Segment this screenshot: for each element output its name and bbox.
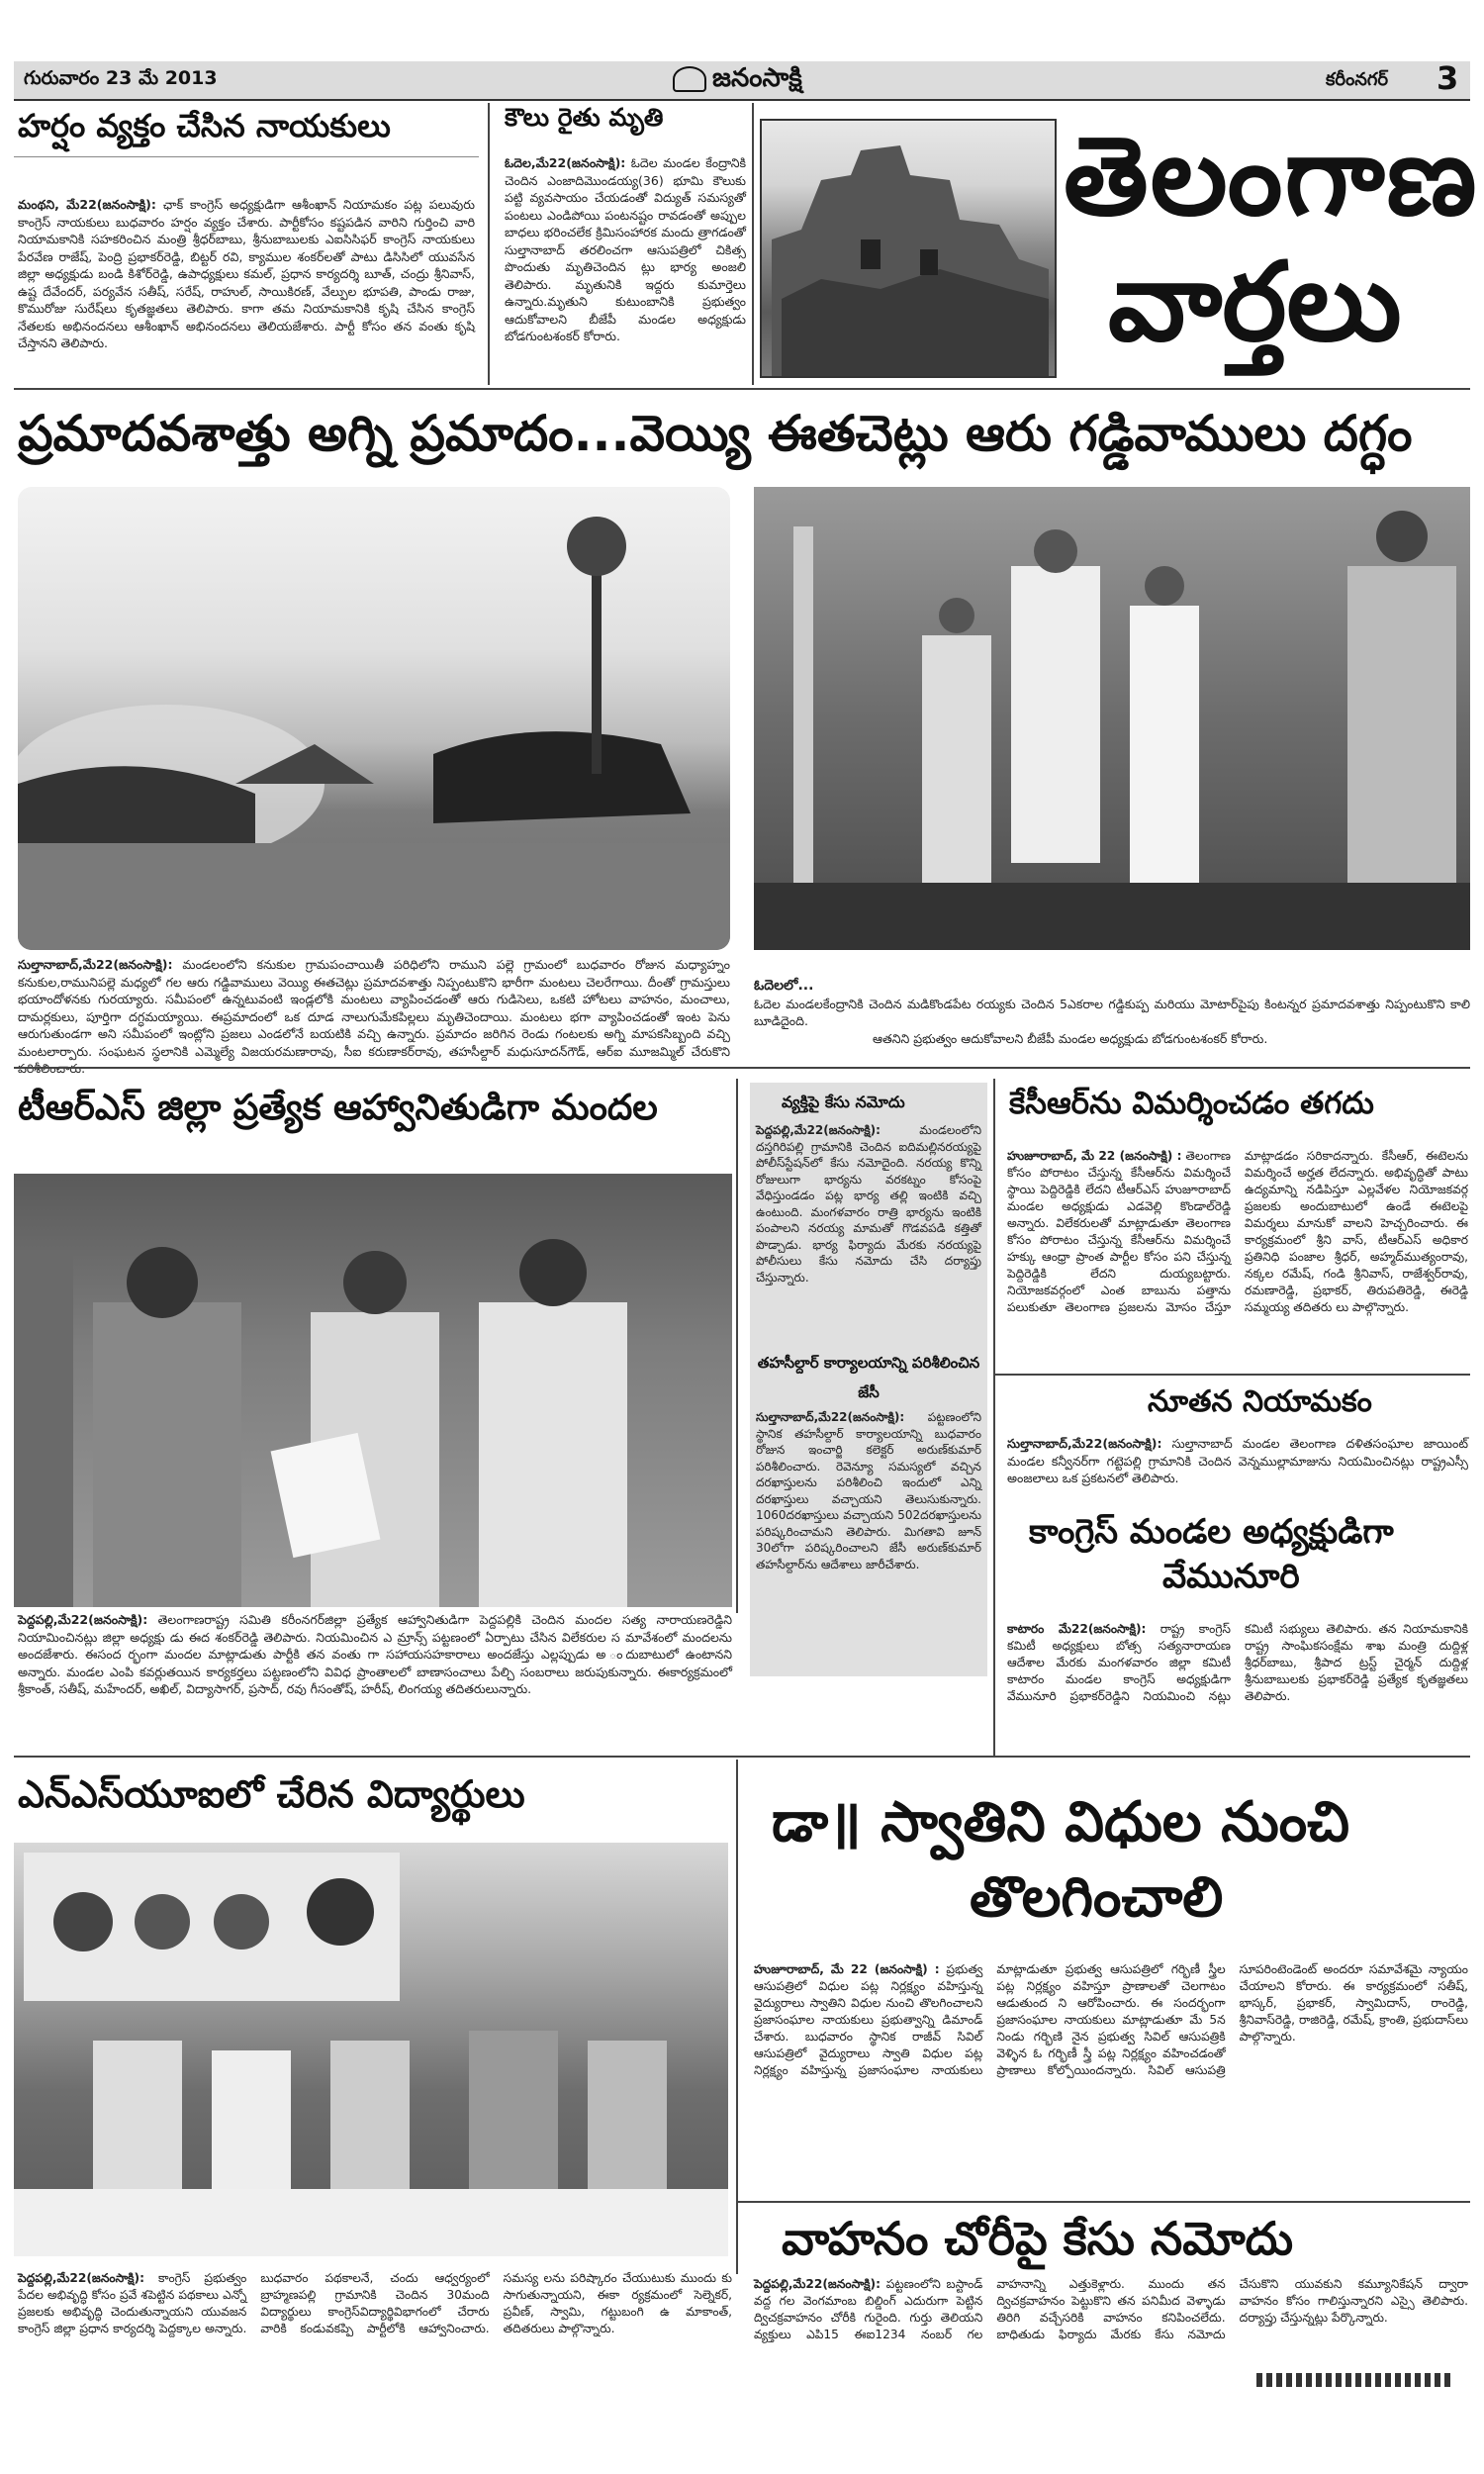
appointment-dateline: సుల్తానాబాద్,మే22(జనంసాక్షి): xyxy=(1007,1436,1162,1451)
section-divider xyxy=(14,388,1470,390)
case1-body: పెద్దపల్లి,మే22(జనంసాక్షి): మండలంలోని దస్తగిరిపల్లి గ్రామానికి చెందిన ఐదిమల్లినరయ్యపై పోలీస్‌స్టేషన్‌లో కేసు నమోదైంది. నరయ్య కొన్ని రోజులుగా భార్యను వరకట్నం కోసంపై వేధిస్తుండడం పట్ల భార్య తల్లి ఇంటికి వచ్చి ఉంటుంది. మంగళవారం రాత్రి భార్యను ఇంటికి పంపాలని నరయ్య మామతో గొడవపడి కత్తితో పొడ్చాడు. భార్య ఫిర్యాదు మేరకు నరయ్యపై పోలీసులు కేసు నమోదు చేసి దర్యాప్తు చేస్తున్నారు. xyxy=(756,1123,981,1285)
kcr-body: హుజూరాబాద్, మే 22 (జనంసాక్షి) : తెలంగాణ కోసం పోరాటం చేస్తున్న కేసీఆర్‌ను విమర్శించే స్థాయి పెద్దిరెడ్డికి లేదని టీఆర్ఎస్ హుజూరాబాద్ మండల అధ్యక్షుడు ఎడవెల్లి కొండాల్‌రెడ్డి అన్నారు. విలేకరులతో మాట్లాడుతూ తెలంగాణ కోసం పోరాటం చేస్తున్న కేసీఆర్‌ను విమర్శించే హక్కు ఆంధ్రా ప్రాంత పార్టీల కోసం పని చేస్తున్న పెద్దిరెడ్డికి లేదని దుయ్యబట్టారు. నియోజకవర్గంలో ఎంత బాబును పత్తాను పలుకుతూ తెలంగాణ ప్రజలను మోసం చేస్తూ మాట్లాడడం సరికాదన్నారు. కేసీఆర్, ఈటెలను విమర్శించే అర్హత లేదన్నారు. అభివృద్ధితో పాటు ఉద్యమాన్ని నడిపిస్తూ ఎల్లవేళల నియోజకవర్గ ప్రజలకు అందుబాటులో ఉండే ఈటెలపై విమర్శలు మానుకో వాలని హెచ్చరించారు. ఈ కార్యక్రమంలో శ్రీని వాస్, టీఆర్ఎస్ అధికార ప్రతినిధి పంజాల శ్రీధర్, అహ్మద్‌ముత్యంరావు, నక్కల రమేష్, గండి శ్రీనివాస్, రాజేశ్వర్‌రావు, రమణారెడ్డి, ప్రభాకర్, తిరుపతిరెడ్డి, ఈరెడ్డి సమ్మయ్య తదితరు లు పాల్గొన్నారు. xyxy=(1007,1149,1468,1314)
students-joining-photo xyxy=(14,1843,728,2256)
kcr-headline: కేసీఆర్‌ను విమర్శించడం తగదు xyxy=(1009,1086,1374,1121)
nsui-body: పెద్దపల్లి,మే22(జనంసాక్షి): కాంగ్రెస్ ప్రభుత్వం పేదల అభివృద్ధి కోసం ప్రవే శపెట్టిన పథకాలు ఎన్నో ప్రజలకు అభివృద్ధి చెందుతున్నాయని యువజన కాంగ్రెస్ జిల్లా ప్రధాన కార్యదర్శి పెద్దక్కాల అన్నారు. బుధవారం పథకాలనే, చందు ఆధ్వర్యంలో బ్రాహ్మణపల్లి గ్రామానికి చెందిన 30మంది విద్యార్థులు కాంగ్రెస్‌విద్యార్థివిభాగంలో చేరారు వారికి కండువకప్పి పార్టీలోకి ఆహ్వానించారు. సమస్య లను పరిష్కారం చేయుటుకు ముందు కు సాగుతున్నాయని, ఈకా ర్యక్రమంలో సెల్నెకర్, ప్రవీణ్, స్వామి, గట్టుబంగి ఉ మాకాంత్, తదితరులు పాల్గొన్నారు. xyxy=(18,2271,732,2335)
jc-dateline: సుల్తానాబాద్,మే22(జనంసాక్షి): xyxy=(756,1410,905,1424)
trs-headline: టీఆర్ఎస్ జిల్లా ప్రత్యేక ఆహ్వానితుడిగా మందల xyxy=(18,1088,658,1128)
section-divider xyxy=(14,1756,1470,1758)
fort-illustration xyxy=(762,121,1057,378)
book-icon xyxy=(673,66,706,92)
fire-photo xyxy=(18,487,730,950)
story-2-body: ఓదెల,మే22(జనంసాక్షి): ఓదెల మండల కేంద్రానికి చెందిన ఎంజాదిమొండయ్య(36) భూమి కౌలుకు పట్టి వ్యవసాయం చేయడంతో విద్యుత్ సమస్యతో పంటలు ఎండిపోయి పంటనష్టం రావడంతో అప్పుల బాధలు భరించలేక క్రిమిసంహారక మందు త్రాగడంతో సుల్తానాబాద్ తరలించగా ఆసుపత్రిలో చికిత్స పొందుతు మృతిచెందిన ట్లు భార్య అంజలి తెలిపారు. మృతునికి ఇద్దరు కుమార్తెలు ఉన్నారు.మృతుని కుటుంబానికి ప్రభుత్వం ఆదుకోవాలని బీజేపీ మండల అధ్యక్షుడు బోడగుంటశంకర్ కోరారు. xyxy=(505,155,746,343)
nsui-headline: ఎన్ఎస్‌యూఐలో చేరిన విద్యార్థులు xyxy=(18,1772,525,1816)
appointment-body: సుల్తానాబాద్,మే22(జనంసాక్షి): సుల్తానాబాద్ మండల తెలంగాణ దళితసంఘాల జాయింట్ మండల కన్వీనర్‌గా గట్టెపల్లి గ్రామానికి చెందిన వెన్నముల్లామాజును నియమించినట్లు రాష్ట్రఎస్సీ అంజలాలు ఒక ప్రకటనలో తెలిపారు. xyxy=(1007,1436,1468,1485)
story-2-headline: కౌలు రైతు మృతి xyxy=(505,103,664,132)
appointment-headline: నూతన నియామకం xyxy=(1148,1384,1372,1419)
photo-caption: ఓదెల మండలకేంద్రానికి చెందిన మడికొండపేట రయ్యకు చెందిన 5ఎకరాల గడ్డికుప్ప మరియు మోటార్‌పైపు కింటన్నర ప్రమాదవశాత్తు నిప్పంటుకొని కాలి బూడిదైంది. xyxy=(754,996,1470,1028)
logo-text: జనంసాక్షి xyxy=(712,63,802,93)
students-illustration xyxy=(14,1843,728,2256)
story-2-dateline: ఓదెల,మే22(జనంసాక్షి): xyxy=(505,155,626,170)
column-divider xyxy=(752,103,754,385)
story-1-body: మంథని, మే22(జనంసాక్షి): ఛాక్ కాంగ్రెస్ అధ్యక్షుడిగా ఆశీంఖాన్ నియామకం పట్ల పలువురు కాంగ్రెస్ నాయకులు బుధవారం హర్షం వ్యక్తం చేశారు. పార్టీకోసం కష్టపడిన వారిని గుర్తించి వారి నియామకానికి సహకరించిన మంత్రి శ్రీధర్‌బాబు, శ్రీనుబాబులకు ఎఐసిసిఫర్ కాంగ్రెస్ నాయకులు పేరవేణ రాజేష్, పెంద్రి ప్రభాకర్‌రెడ్డి, బిట్టర్ రవి, క్యాముల శంకర్‌లతో పాటు డిసిసిలో యువసేన జిల్లా అధ్యక్షుడు బండి కిశోర్‌రెడ్డి, ఉపాధ్యక్షులు కమల్, ప్రధాన కార్యదర్శి బూత్, చంద్రు శ్రీనివాస్, ఉష్ట దేవేందర్, పర్యవేన సతీష్, సరేష్, రాహుల్, సాయికిరణ్, వేల్పుల భూపతి, పాండు రాజు, కొమురోజు సురేష్‌లు కృతజ్ఞతలు తెలిపారు. కాగా తమ నియామకానికి కృషి చేసిన కాంగ్రెస్ నేతలకు అభినందనలు ఆశీంఖాన్ అభినందనలు తెలియజేశారు. పార్టీ కోసం తన వంతు కృషి చేస్తానని తెలిపారు. xyxy=(18,197,475,350)
fire-illustration xyxy=(18,487,730,950)
column-divider xyxy=(488,103,490,385)
story-1-headline: హర్షం వ్యక్తం చేసిన నాయకులు xyxy=(18,107,391,144)
doctor-headline-line1: డా॥ స్వాతిని విధుల నుంచి xyxy=(772,1790,1350,1855)
divider xyxy=(14,156,479,157)
edition-place: కరీంనగర్ xyxy=(1326,69,1388,90)
congress-headline-line2: వేమునూరి xyxy=(1162,1557,1300,1596)
case1-dateline: పెద్దపల్లి,మే22(జనంసాక్షి): xyxy=(756,1123,881,1137)
main-headline: ప్రమాదవశాత్తు అగ్ని ప్రమాదం...వెయ్యి ఈతచెట్లు ఆరు గడ్డివాములు దగ్ధం xyxy=(18,405,1413,462)
congress-dateline: కాటారం మే22(జనంసాక్షి): xyxy=(1007,1622,1147,1636)
trs-dateline: పెద్దపల్లి,మే22(జనంసాక్షి): xyxy=(18,1612,148,1627)
issue-date: గురువారం 23 మే 2013 xyxy=(24,67,218,89)
section-title-line2: వార్తలు xyxy=(1108,238,1402,365)
section-divider xyxy=(14,1067,1470,1069)
divider xyxy=(736,2201,1470,2203)
divider xyxy=(993,1374,1470,1376)
column-divider xyxy=(736,1760,738,2274)
leaders-at-fire-site-photo xyxy=(754,487,1470,950)
vehicle-body: పెద్దపల్లి,మే22(జనంసాక్షి): పట్టణంలోని బస్టాండ్ వద్ద గల వెంగమాంబ బిల్డింగ్‌ ఎదురుగా పెట్టిన ద్విచక్రవాహనం చోరీకి గురైంది. గుర్తు తెలియని వ్యక్తులు ఎపి15 ఈఐ1234 నంబర్ గల వాహనాన్ని ఎత్తుకెళ్లారు. ముందు తన ద్విచక్రవాహనం పెట్టుకొని తన పనిమీద వెళ్ళాడు తిరిగి వచ్చేసరికి వాహనం కనిపించలేదు. బాధితుడు ఫిర్యాదు మేరకు కేసు నమోదు చేసుకొని యువకుని కమ్యూనికేషన్ ద్వారా వాహనం కోసం గాలిస్తున్నారని ఎస్సై తెలిపారు. దర్యాప్తు చేస్తున్నట్లు పేర్కొన్నారు. xyxy=(754,2277,1468,2341)
kcr-dateline: హుజూరాబాద్, మే 22 (జనంసాక్షి) : xyxy=(1007,1149,1182,1163)
trs-felicitation-photo xyxy=(14,1174,732,1607)
doctor-dateline: హుజూరాబాద్, మే 22 (జనంసాక్షి) : xyxy=(754,1962,940,1976)
people-illustration xyxy=(754,487,1470,950)
group-illustration xyxy=(14,1174,732,1607)
column-divider xyxy=(993,1079,995,1756)
photo-caption-2: ఆతనిని ప్రభుత్వం ఆదుకోవాలని బీజేపీ మండల అధ్యక్షుడు బోడగుంటశంకర్ కోరారు. xyxy=(873,1030,1268,1046)
end-mark xyxy=(1256,2373,1454,2387)
main-story-body: సుల్తానాబాద్,మే22(జనంసాక్షి): మండలంలోని కనుకుల గ్రామపంచాయితీ పరిధిలోని రాముని పల్లె గ్రామంలో బుధవారం రోజున మధ్యాహ్నం కనుకుల,రామునిపల్లె మధ్యలో గల ఆరు గడ్డివాములు వెయ్యి ఈతచెట్లు ప్రమాదవశాత్తు నిప్పంటుకొని భారీగా మంటలు చెలరేగాయి. దీంతో గ్రామస్తులు భయాందోళనకు గురయ్యారు. సమీపంలో ఉన్నటువంటి ఇండ్లలోకి మంటలు వ్యాపించడంతో ఆరు గుడిసెలు, ఒకటి హోటలు వాహనం, మంచాలు, దామర్లకులు, పూర్తిగా దగ్ధమయ్యాయి. ఈప్రమాదంలో ఒక దూడ నాలుగుమేకపిల్లలు మృతిచెందాయి. మంటలు భగా వ్యాపించడంతో ఇంట పెను ఆరుగుతుండగా అని సమీపంలో ఇంట్లోని ప్రజలు ఎండలోనే బయటికి వచ్చి ఉన్నారు. ప్రమాదం జరిగిన రెండు గంటలకు అగ్ని మాపకసిబ్బంది వచ్చి మంటలార్పారు. సంఘటన స్థలానికి ఎమ్మెల్యే విజయరమణారావు, సీఐ కరుణాకర్‌రావు, తహసీల్దార్ మధుసూదన్‌గౌడ్, ఆర్‌ఐ మూజమ్మిల్ చేరుకొని xyxy=(18,957,730,1059)
vehicle-dateline: పెద్దపల్లి,మే22(జనంసాక్షి): xyxy=(754,2277,881,2291)
masthead-logo xyxy=(673,63,802,99)
congress-headline-line1: కాంగ్రెస్ మండల అధ్యక్షుడిగా xyxy=(1029,1512,1394,1552)
jc-headline: తహసీల్దార్ కార్యాలయాన్ని పరిశీలించిన జేసీ xyxy=(757,1354,980,1401)
photo-caption-block xyxy=(754,978,1470,1047)
caption-title: ఓదెలలో... xyxy=(754,978,814,994)
nsui-dateline: పెద్దపల్లి,మే22(జనంసాక్షి): xyxy=(18,2271,144,2285)
main-dateline: సుల్తానాబాద్,మే22(జనంసాక్షి): xyxy=(18,957,173,972)
doctor-body: హుజూరాబాద్, మే 22 (జనంసాక్షి) : ప్రభుత్వ ఆసుపత్రిలో విధుల పట్ల నిర్లక్ష్యం వహిస్తున్న వైద్యురాలు స్వాతిని విధుల నుంచి తొలగించాలని ప్రజాసంఘాల నాయకులు ప్రభుత్వాన్ని డిమాండ్ చేశారు. బుధవారం స్థానిక రాజీవ్ సివిల్ ఆసుపత్రిలో వైద్యురాలు స్వాతి విధుల పట్ల నిర్లక్ష్యం వహిస్తున్న ప్రజాసంఘాల నాయకులు మాట్లాడుతూ ప్రభుత్వ ఆసుపత్రిలో గర్భిణీ స్త్రీల పట్ల నిర్లక్ష్యం వహిస్తూ ప్రాణాలతో చెలగాటం ఆడుతుంద ని ఆరోపించారు. ఈ సందర్భంగా ప్రజాసంఘాల నాయకులు మాట్లాడుతూ మే 5న నిండు గర్భిణి నైన ప్రభుత్వ సివిల్ ఆసుపత్రికి వెళ్ళిన ఓ గర్భిణీ స్త్రీ పట్ల నిర్లక్ష్యం వహించడంతో ప్రాణాలు కోల్పోయిందన్నారు. సివిల్ ఆసుపత్రి సూపరింటెండెంట్ అందరూ సమావేశమై న్యాయం చేయాలని కోరారు. ఈ కార్యక్రమంలో సతీష్, భాస్కర్, ప్రభాకర్, స్వామిదాస్, రాంరెడ్డి, శ్రీనివాస్‌రెడ్డి, రాజిరెడ్డి, రమేష్, క్రాంతి, ప్రభుదాస్‌లు పాల్గొన్నారు. xyxy=(754,1962,1468,2077)
congress-body: కాటారం మే22(జనంసాక్షి): రాష్ట్ర కాంగ్రెస్ కమిటీ అధ్యక్షులు బోత్స సత్యనారాయణ ఆదేశాల మేరకు మంగళవారం జిల్లా కమిటీ కాటారం మండల కాంగ్రెస్ అధ్యక్షుడిగా వేమునూరి ప్రభాకర్‌రెడ్డిని నియమించి నట్లు కమిటీ సభ్యులు తెలిపారు. తన నియామకానికి రాష్ట్ర సాంఘికసంక్షేమ శాఖ మంత్రి దుద్దిళ్ల శ్రీధర్‌బాబు, శ్రీపాద ట్రస్ట్ చైర్మన్ దుద్దిళ్ల శ్రీనుబాబులకు ప్రభాకర్‌రెడ్డి ప్రత్యేక కృతజ్ఞతలు తెలిపారు. xyxy=(1007,1622,1468,1703)
vehicle-headline: వాహనం చోరీపై కేసు నమోదు xyxy=(782,2212,1294,2265)
jc-body: సుల్తానాబాద్,మే22(జనంసాక్షి): పట్టణంలోని స్థానిక తహసీల్దార్ కార్యాలయాన్ని బుధవారం రోజున ఇంచార్జి కలెక్టర్ అరుణ్‌కుమార్ పరిశీలించారు. రెవెన్యూ సమస్యలో వచ్చిన దరఖాస్తులను పరిశీలించి ఇందులో ఎన్ని దరఖాస్తులు వచ్చాయని తెలుసుకున్నారు. 1060దరఖాస్తులు వచ్చాయని 502దరఖాస్తులను పరిష్కరించామని తెలిపారు. మిగతావి జూన్ 30లోగా పరిష్కరించాలని జేసీ అరుణ్‌కుమార్ తహసీల్దార్‌ను ఆదేశాలు జారీచేశారు. xyxy=(756,1410,981,1571)
trs-body: పెద్దపల్లి,మే22(జనంసాక్షి): తెలంగాణరాష్ట్ర సమితి కరీంనగర్‌జిల్లా ప్రత్యేక ఆహ్వానితుడిగా పెద్దపల్లికి చెందిన మందల సత్య నారాయణరెడ్డిని నియామించినట్లు జిల్లా అధ్యక్షు డు ఈద శంకర్‌రెడ్డి తెలిపారు. నియమించిన ఎ మ్రాన్స్ పట్టణంలో ఏర్పాటు చేసిన విలేకరుల స మావేశంలో మందలను అందజేశారు. ఈసంద ర్భంగా మందల మాట్లాడుతు పార్టీకి తన వంతు గా సహాయసహకారాలు అందజేస్తు ఎల్లప్పుడు అ ందుబాటులో ఉంటానని అన్నారు. మండల ఎంపి కవర్లుతయిన కార్యకర్తలు పట్టణంలోని వివిధ ప్రాంతాలలో బాణాసంచాలు పేల్చి సంబరాలు జరుపుకున్నారు. ఈకార్యక్రమంలో శ్రీకాంత్, సతీష్, మహేందర్, అఖిల్, విద్యాసాగర్, ప్రసాద్, రవు గీసంతోష్, హరీష్, లింగయ్య తదితరులున్నారు. xyxy=(18,1612,732,1696)
section-title-line1: తెలంగాణ xyxy=(1064,113,1479,239)
doctor-headline-line2: తొలగించాలి xyxy=(970,1865,1224,1930)
column-divider xyxy=(736,1079,738,1613)
page-number: 3 xyxy=(1437,59,1459,97)
story-1-dateline: మంథని, మే22(జనంసాక్షి): xyxy=(18,197,156,212)
fort-photo xyxy=(760,119,1057,378)
case1-headline: వ్యక్తిపై కేసు నమోదు xyxy=(782,1093,905,1111)
